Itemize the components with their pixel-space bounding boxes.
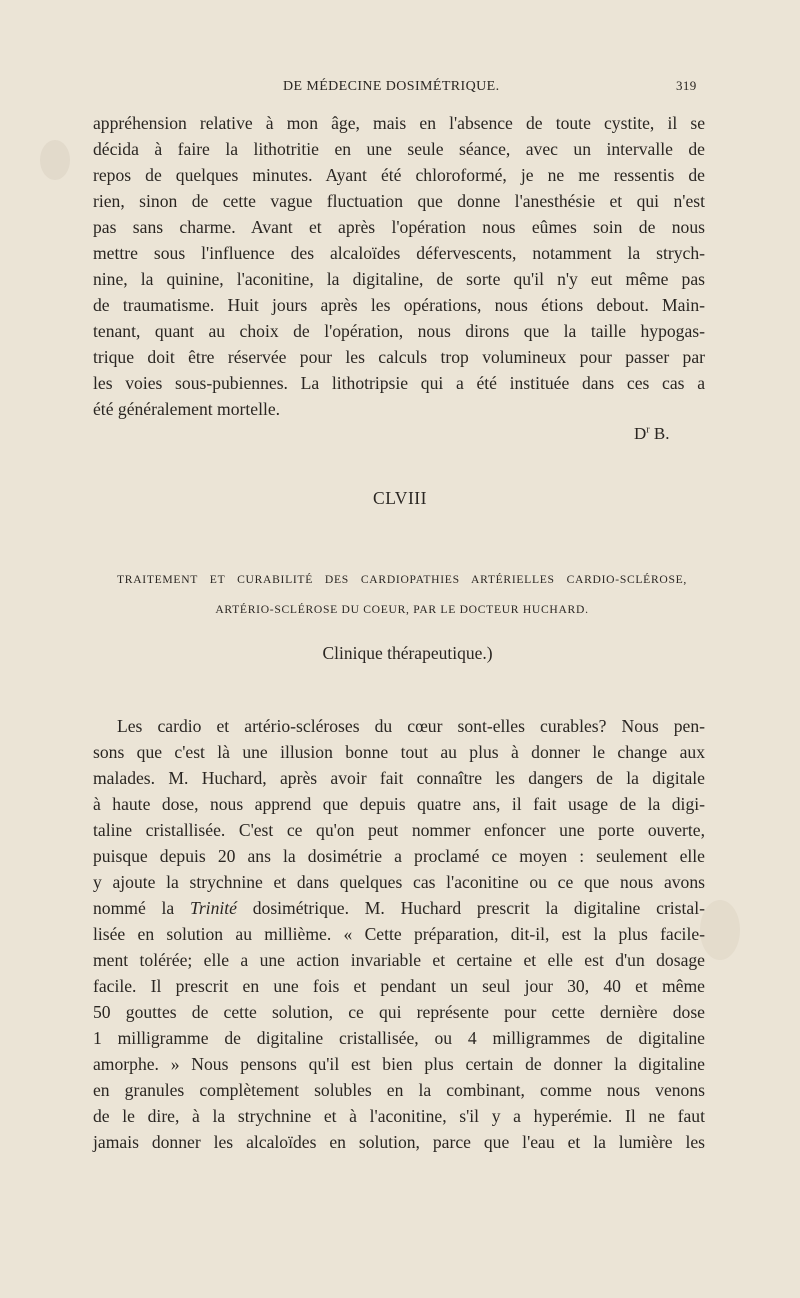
text-line: repos de quelques minutes. Ayant été chloroformé, je ne me ressentis de <box>93 165 705 185</box>
text-line: amorphe. » Nous pensons qu'il est bien plus certain de donner la digitaline <box>93 1054 705 1074</box>
text-line: trique doit être réservée pour les calculs trop volumineux pour passer par <box>93 347 705 367</box>
text-line: lisée en solution au millième. « Cette préparation, dit-il, est la plus facile- <box>93 924 705 944</box>
running-head <box>0 76 800 98</box>
text-segment: dosimétrique. M. Huchard prescrit la digitaline cristal- <box>236 898 705 918</box>
signature-initial: B. <box>653 424 670 443</box>
text-line: de traumatisme. Huit jours après les opérations, nous étions debout. Main- <box>93 295 705 315</box>
text-line: mettre sous l'influence des alcaloïdes défervescents, notamment la strych- <box>93 243 705 263</box>
text-line: 1 milligramme de digitaline cristallisée, ou 4 milligrammes de digitaline <box>93 1028 705 1048</box>
article-title-line: TRAITEMENT ET CURABILITÉ DES CARDIOPATHIES ARTÉRIELLES CARDIO-SCLÉROSE, <box>117 573 687 586</box>
text-line: à haute dose, nous apprend que depuis quatre ans, il fait usage de la digi- <box>93 794 705 814</box>
text-line: sons que c'est là une illusion bonne tout au plus à donner le change aux <box>93 742 705 762</box>
text-line: de le dire, à la strychnine et à l'aconitine, s'il y a hyperémie. Il ne faut <box>93 1106 705 1126</box>
text-line: appréhension relative à mon âge, mais en l'absence de toute cystite, il se <box>93 113 705 133</box>
text-line: puisque depuis 20 ans la dosimétrie a proclamé ce moyen : seulement elle <box>93 846 705 866</box>
text-line: facile. Il prescrit en une fois et pendant un seul jour 30, 40 et même <box>93 976 705 996</box>
continued-paragraph <box>93 110 705 422</box>
text-line: 50 gouttes de cette solution, ce qui représente pour cette dernière dose <box>93 1002 705 1022</box>
article-title <box>117 565 687 625</box>
text-line: pas sans charme. Avant et après l'opération nous eûmes soin de nous <box>93 217 705 237</box>
chapter-number: CLVIII <box>373 488 427 508</box>
text-segment: nommé la <box>93 898 191 918</box>
text-line: rien, sinon de cette vague fluctuation que donne l'anesthésie et qui n'est <box>93 191 705 211</box>
text-line: les voies sous-pubiennes. La lithotripsie qui a été instituée dans ces cas a <box>93 373 705 393</box>
signature-prefix: D <box>634 424 647 443</box>
signature-superscript: r <box>646 424 650 436</box>
text-line: en granules complètement solubles en la combinant, comme nous venons <box>93 1080 705 1100</box>
text-line: taline cristallisée. C'est ce qu'on peut nommer enfoncer une porte ouverte, <box>93 820 705 840</box>
text-line: décida à faire la lithotritie en une seule séance, avec un intervalle de <box>93 139 705 159</box>
text-line: ment tolérée; elle a une action invariable et certaine et elle est d'un dosage <box>93 950 705 970</box>
paper-stain <box>40 140 70 180</box>
text-line: Les cardio et artério-scléroses du cœur sont-elles curables? Nous pen- <box>117 716 705 736</box>
text-line <box>93 895 705 921</box>
text-line: jamais donner les alcaloïdes en solution, parce que l'eau et la lumière les <box>93 1132 705 1152</box>
article-subtitle: Clinique thérapeutique.) <box>322 643 493 663</box>
italic-term: Trinité <box>190 898 237 918</box>
text-line: tenant, quant au choix de l'opération, nous dirons que la taille hypogas- <box>93 321 705 341</box>
text-line: y ajoute la strychnine et dans quelques cas l'aconitine ou ce que nous avons <box>93 872 705 892</box>
paper-stain <box>700 900 740 960</box>
page-number: 319 <box>676 78 697 93</box>
text-line: malades. M. Huchard, après avoir fait connaître les dangers de la digitale <box>93 768 705 788</box>
text-line: été généralement mortelle. <box>93 399 281 419</box>
signature <box>634 424 669 444</box>
main-paragraph <box>93 713 705 1155</box>
article-title-line: ARTÉRIO-SCLÉROSE DU COEUR, PAR LE DOCTEUR HUCHARD. <box>215 603 589 616</box>
running-title: DE MÉDECINE DOSIMÉTRIQUE. <box>283 79 500 94</box>
text-line: nine, la quinine, l'aconitine, la digitaline, de sorte qu'il n'y eut même pas <box>93 269 705 289</box>
